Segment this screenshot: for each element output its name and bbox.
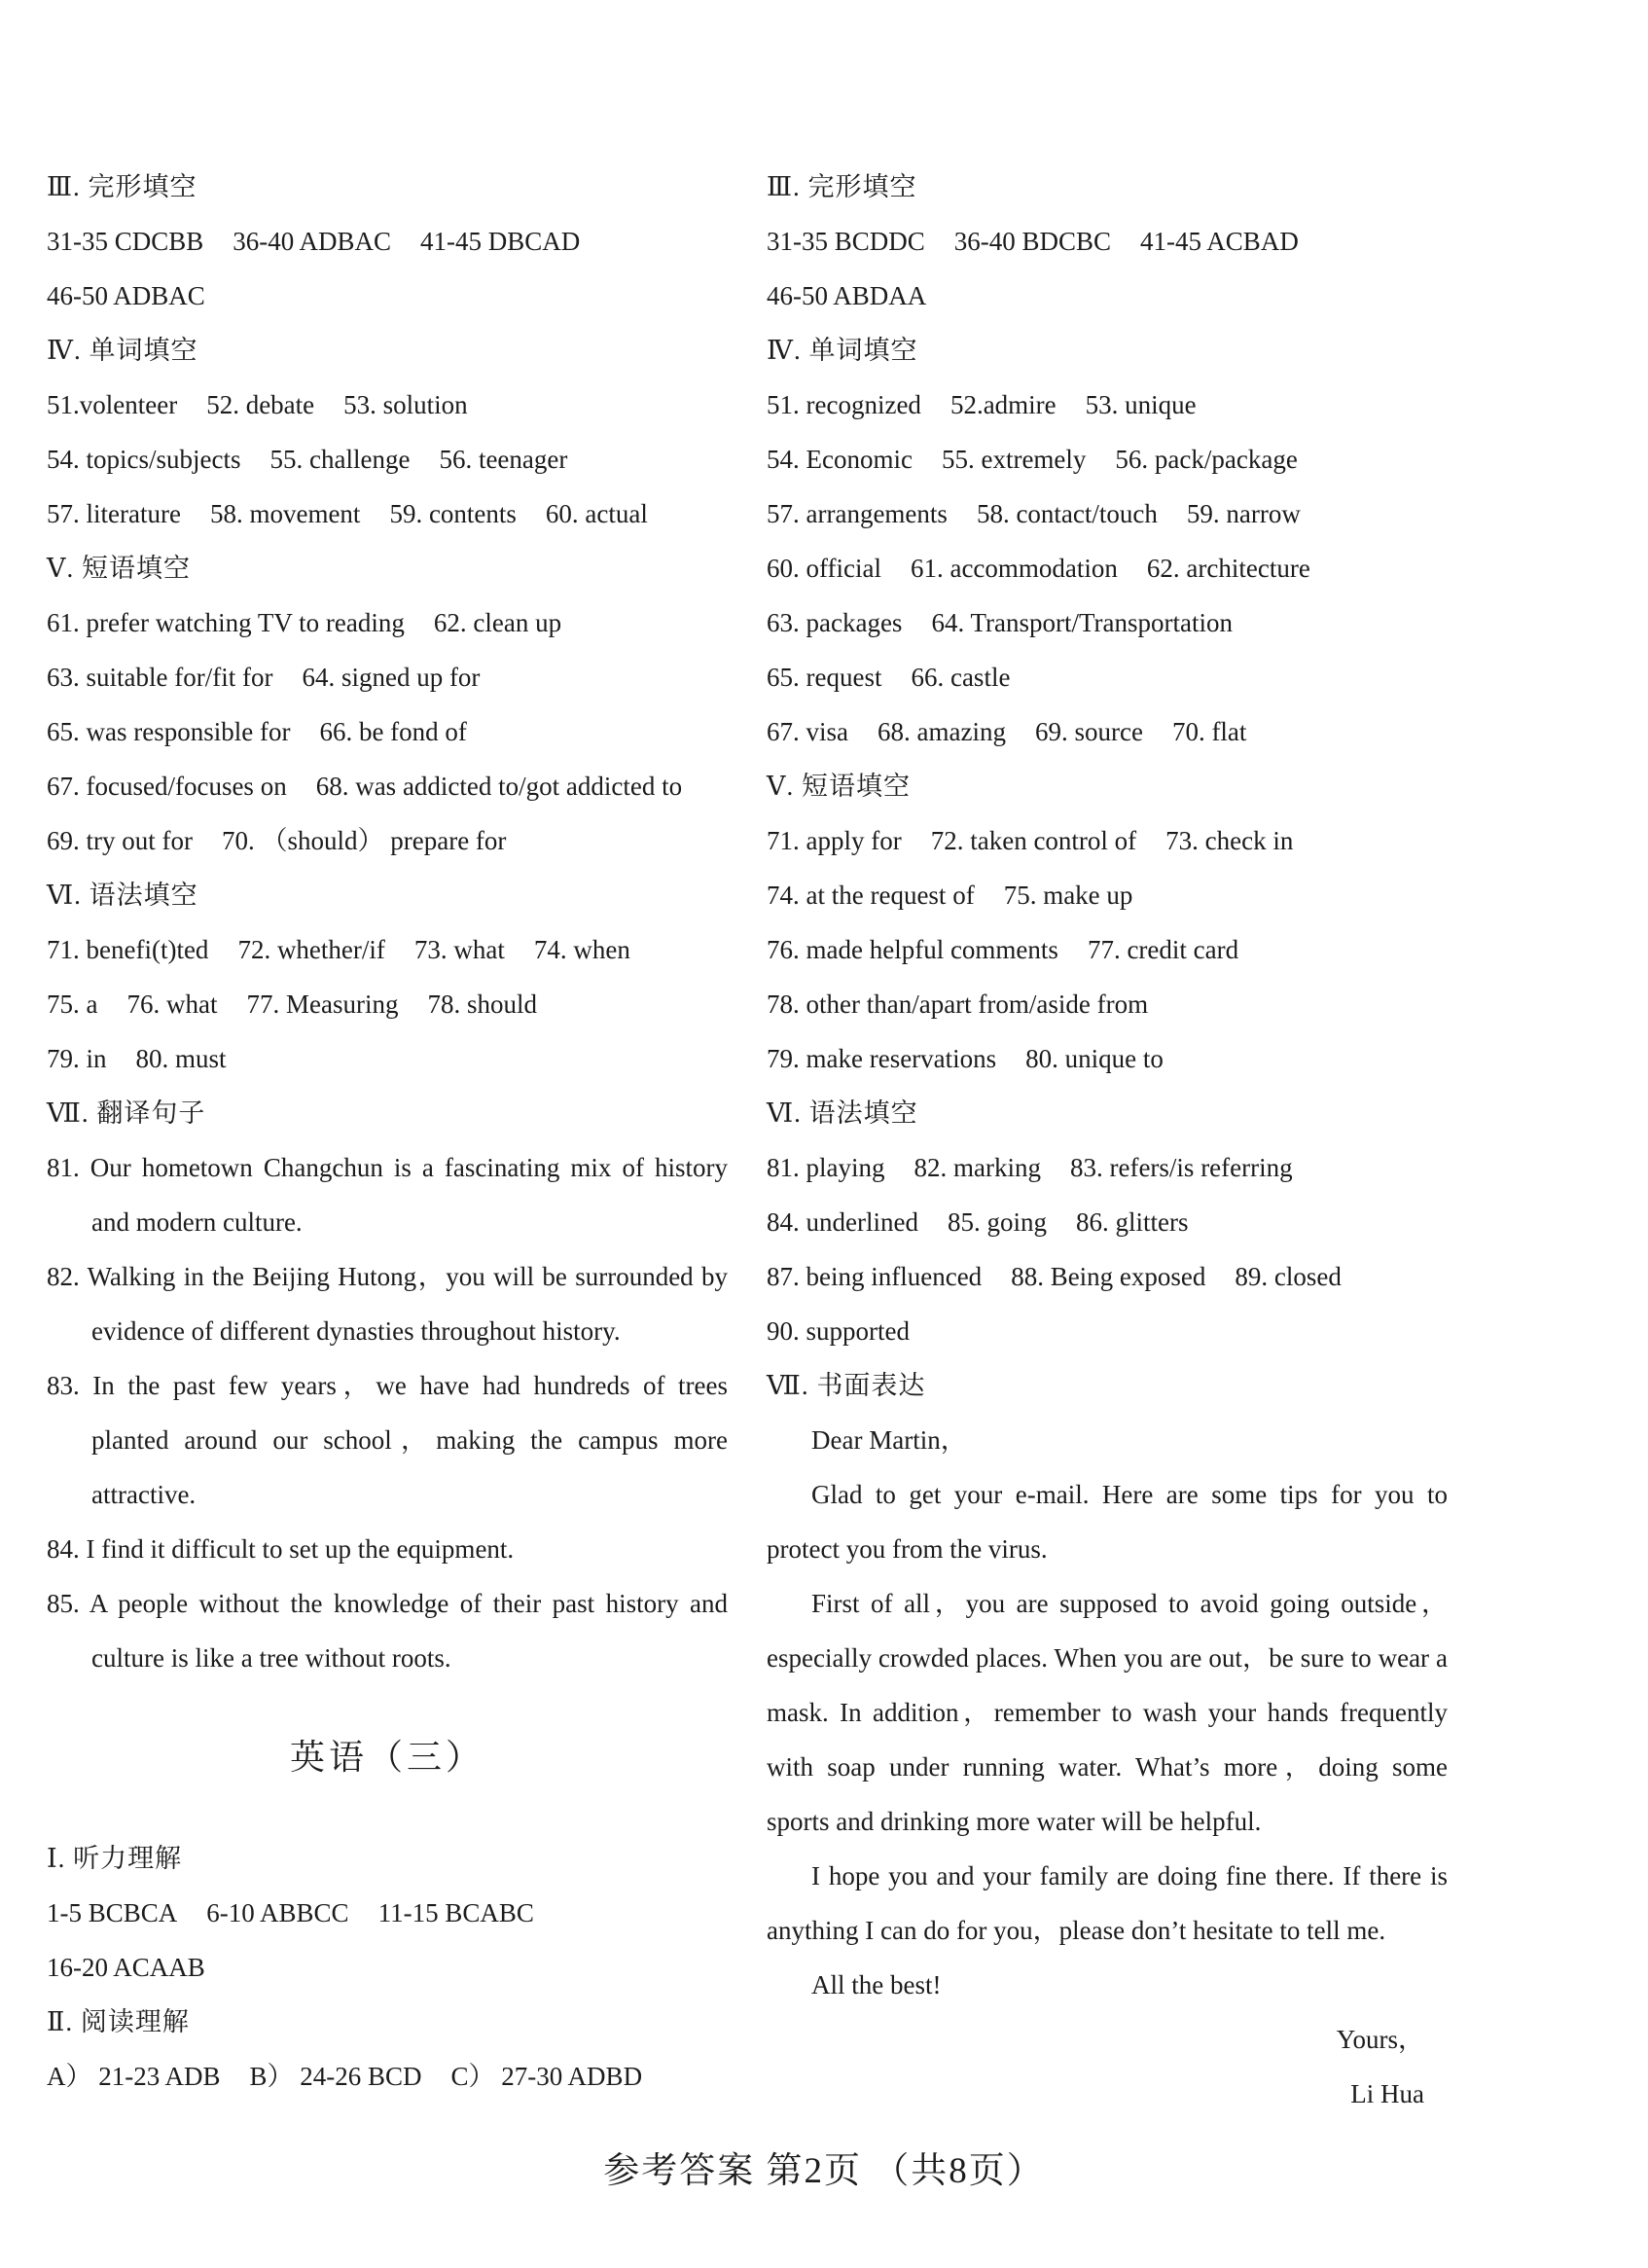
answer-row — [767, 650, 1448, 704]
section-heading-cloze: Ⅲ. 完形填空 — [767, 172, 917, 201]
answer-row — [47, 813, 728, 868]
answer-item: 58. movement — [209, 499, 361, 528]
answer-item: 52.admire — [949, 390, 1057, 419]
answer-row — [767, 1195, 1448, 1249]
answer-item: 55. challenge — [269, 445, 411, 474]
answer-row — [767, 541, 1448, 595]
letter-paragraph: First of all，you are supposed to avoid going outside，especially crowded places. When you are out，be sure to wear a mask. In addition，remember to wash your hands frequently with soap under running water. What’s more，doing some sports and drinking more water will be helpful. — [767, 1589, 1448, 1836]
answer-row — [47, 1031, 728, 1086]
section-heading-listening: Ⅰ. 听力理解 — [47, 1844, 183, 1873]
answer-item: 75. make up — [1003, 881, 1133, 910]
answer-row — [47, 704, 728, 759]
answer-item: 67. focused/focuses on — [47, 772, 287, 801]
answer-item: 66. be fond of — [319, 717, 467, 746]
answer-row — [47, 1940, 728, 1995]
answer-row — [767, 1031, 1448, 1086]
answer-row — [47, 650, 728, 704]
answer-item: 64. signed up for — [302, 663, 481, 692]
answer-item: 11-15 BCABC — [377, 1898, 534, 1927]
answer-item: 84. underlined — [767, 1207, 918, 1237]
section-heading-translation: Ⅶ. 翻译句子 — [47, 1098, 206, 1128]
answer-item: 76. made helpful comments — [767, 935, 1058, 964]
answer-item: 73. what — [413, 935, 505, 964]
left-column — [47, 160, 728, 2104]
sample-letter — [767, 1413, 1448, 2012]
answer-item: 61. accommodation — [910, 554, 1118, 583]
answer-item: 53. unique — [1085, 390, 1197, 419]
answer-item: B） 24-26 BCD — [249, 2062, 422, 2091]
answer-item: 62. clean up — [433, 608, 562, 637]
answer-item: 78. other than/apart from/aside from — [767, 990, 1149, 1019]
answer-row — [767, 922, 1448, 977]
answer-row — [767, 214, 1448, 269]
answer-row — [47, 595, 728, 650]
answer-item: 73. check in — [1165, 826, 1294, 855]
answer-item: 54. Economic — [767, 445, 913, 474]
answer-row — [47, 922, 728, 977]
answer-row — [767, 1249, 1448, 1304]
section-heading-phrases: Ⅴ. 短语填空 — [767, 772, 911, 801]
answer-item: 54. topics/subjects — [47, 445, 241, 474]
answer-item: 87. being influenced — [767, 1262, 983, 1291]
answer-item: 31-35 CDCBB — [47, 227, 204, 256]
answer-item: 41-45 DBCAD — [420, 227, 581, 256]
answer-row — [47, 269, 728, 323]
answer-item: 63. packages — [767, 608, 903, 637]
answer-row — [47, 378, 728, 432]
answer-item: 65. request — [767, 663, 882, 692]
answer-item: 71. apply for — [767, 826, 902, 855]
answer-row — [767, 704, 1448, 759]
section-heading-reading: Ⅱ. 阅读理解 — [47, 2007, 190, 2036]
section-heading-grammar: Ⅵ. 语法填空 — [767, 1098, 918, 1128]
answer-item: 51.volenteer — [47, 390, 178, 419]
answer-item: 60. official — [767, 554, 881, 583]
section-heading-grammar: Ⅵ. 语法填空 — [47, 881, 198, 910]
answer-row — [767, 378, 1448, 432]
answer-item: A） 21-23 ADB — [47, 2062, 221, 2091]
answer-item: 6-10 ABBCC — [206, 1898, 349, 1927]
answer-item: 79. make reservations — [767, 1044, 997, 1073]
answer-row — [767, 595, 1448, 650]
answer-item: 79. in — [47, 1044, 107, 1073]
answer-item: 74. at the request of — [767, 881, 975, 910]
page-footer: 参考答案 第2页 （共8页） — [603, 2151, 1045, 2191]
answer-item: 80. must — [135, 1044, 227, 1073]
answer-item: 59. narrow — [1186, 499, 1301, 528]
answer-row — [47, 214, 728, 269]
right-column — [767, 160, 1448, 2121]
answer-row — [47, 486, 728, 541]
answer-item: 68. amazing — [878, 717, 1006, 746]
letter-signature: Li Hua — [1350, 2079, 1424, 2108]
answer-item: 41-45 ACBAD — [1140, 227, 1299, 256]
section-heading-phrases: Ⅴ. 短语填空 — [47, 554, 191, 583]
answer-row — [47, 1886, 728, 1940]
letter-paragraph: Glad to get your e-mail. Here are some tips for you to protect you from the virus. — [767, 1480, 1448, 1564]
answer-row — [767, 813, 1448, 868]
answer-item: 57. literature — [47, 499, 181, 528]
answer-item: 51. recognized — [767, 390, 921, 419]
answer-row — [767, 1140, 1448, 1195]
answer-row — [47, 977, 728, 1031]
translation-sentence: 81. Our hometown Changchun is a fascinating mix of history and modern culture. — [47, 1153, 728, 1237]
exam-title: 英语（三） — [289, 1738, 484, 1778]
answer-item: 80. unique to — [1025, 1044, 1164, 1073]
answer-item: 67. visa — [767, 717, 848, 746]
answer-item: 63. suitable for/fit for — [47, 663, 273, 692]
translation-sentence: 85. A people without the knowledge of their past history and culture is like a tree without roots. — [47, 1589, 728, 1673]
answer-item: 86. glitters — [1075, 1207, 1189, 1237]
answer-row — [767, 432, 1448, 486]
answer-item: 68. was addicted to/got addicted to — [315, 772, 683, 801]
answer-item: 1-5 BCBCA — [47, 1898, 178, 1927]
letter-closing: All the best! — [811, 1970, 942, 1999]
translation-sentence: 83. In the past few years，we have had hundreds of trees planted around our school，making the campus more attractive. — [47, 1371, 728, 1509]
answer-item: 72. taken control of — [930, 826, 1137, 855]
section-heading-words: Ⅳ. 单词填空 — [47, 336, 198, 365]
answer-item: 70. （should） prepare for — [221, 826, 507, 855]
answer-item: 65. was responsible for — [47, 717, 291, 746]
answer-item: 69. source — [1034, 717, 1143, 746]
answer-row — [767, 269, 1448, 323]
answer-item: 88. Being exposed — [1011, 1262, 1206, 1291]
answer-item: 58. contact/touch — [976, 499, 1158, 528]
letter-greeting: Dear Martin， — [811, 1425, 967, 1455]
answer-item: 62. architecture — [1146, 554, 1310, 583]
answer-item: 74. when — [533, 935, 630, 964]
section-heading-cloze: Ⅲ. 完形填空 — [47, 172, 197, 201]
answer-item: 31-35 BCDDC — [767, 227, 925, 256]
translation-sentence: 82. Walking in the Beijing Hutong，you will be surrounded by evidence of different dynasties throughout history. — [47, 1262, 728, 1346]
letter-sign-off: Yours， — [1336, 2025, 1424, 2054]
answer-item: 82. marking — [914, 1153, 1041, 1182]
answer-item: 36-40 BDCBC — [953, 227, 1112, 256]
answer-item: 76. what — [126, 990, 218, 1019]
answer-row — [47, 432, 728, 486]
answer-item: 55. extremely — [941, 445, 1087, 474]
answer-item: 71. benefi(t)ted — [47, 935, 209, 964]
answer-item: 60. actual — [545, 499, 648, 528]
answer-item: 16-20 ACAAB — [47, 1953, 205, 1982]
answer-item: 78. should — [427, 990, 537, 1019]
answer-item: C） 27-30 ADBD — [450, 2062, 643, 2091]
answer-item: 66. castle — [911, 663, 1011, 692]
answer-item: 56. pack/package — [1115, 445, 1298, 474]
translation-sentence: 84. I find it difficult to set up the equipment. — [47, 1534, 515, 1564]
section-heading-words: Ⅳ. 单词填空 — [767, 336, 918, 365]
answer-item: 69. try out for — [47, 826, 193, 855]
answer-row — [767, 1304, 1448, 1358]
answer-item: 89. closed — [1235, 1262, 1342, 1291]
answer-row — [767, 868, 1448, 922]
section-heading-writing: Ⅶ. 书面表达 — [767, 1371, 926, 1400]
answer-row — [767, 486, 1448, 541]
answer-item: 85. going — [947, 1207, 1047, 1237]
answer-row — [767, 977, 1448, 1031]
answer-item: 36-40 ADBAC — [233, 227, 392, 256]
answer-item: 46-50 ABDAA — [767, 281, 927, 310]
answer-item: 81. playing — [767, 1153, 885, 1182]
answer-item: 70. flat — [1171, 717, 1247, 746]
answer-item: 77. credit card — [1087, 935, 1239, 964]
answer-item: 77. Measuring — [246, 990, 399, 1019]
answer-item: 61. prefer watching TV to reading — [47, 608, 405, 637]
answer-item: 52. debate — [206, 390, 315, 419]
answer-item: 64. Transport/Transportation — [931, 608, 1233, 637]
answer-item: 90. supported — [767, 1316, 910, 1346]
answer-item: 53. solution — [343, 390, 468, 419]
answer-item: 75. a — [47, 990, 98, 1019]
answer-row — [47, 759, 728, 813]
answer-row — [47, 2049, 728, 2104]
answer-item: 59. contents — [389, 499, 517, 528]
answer-item: 56. teenager — [439, 445, 568, 474]
answer-item: 83. refers/is referring — [1069, 1153, 1293, 1182]
answer-item: 57. arrangements — [767, 499, 948, 528]
answer-item: 72. whether/if — [237, 935, 385, 964]
letter-paragraph: I hope you and your family are doing fine there. If there is anything I can do for you，please don’t hesitate to tell me. — [767, 1861, 1448, 1945]
answer-item: 46-50 ADBAC — [47, 281, 205, 310]
